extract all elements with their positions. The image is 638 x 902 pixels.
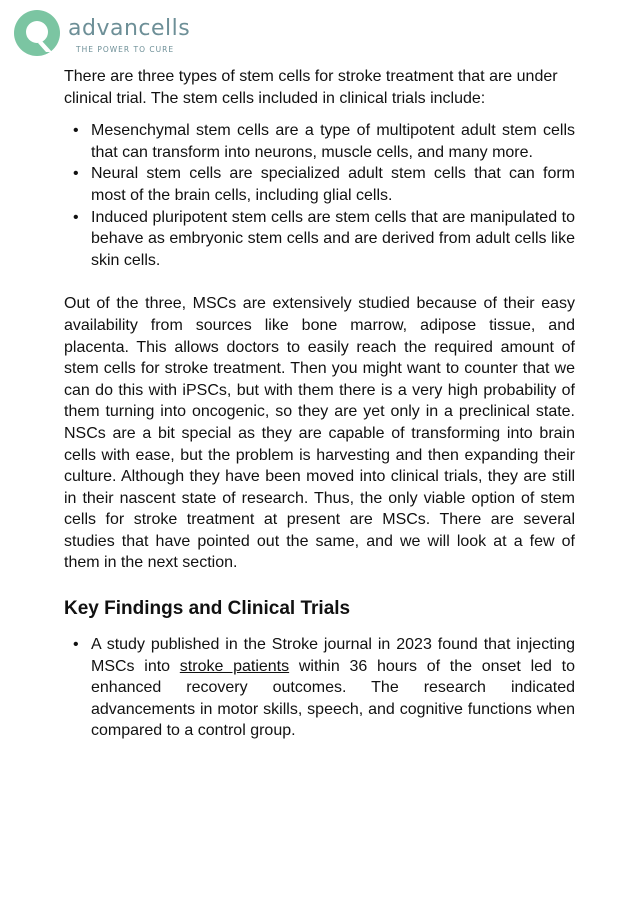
brand-name: advancells — [68, 16, 191, 41]
list-item — [64, 207, 575, 272]
section-heading: Key Findings and Clinical Trials — [64, 598, 351, 620]
stroke-patients-link[interactable]: stroke patients — [179, 657, 290, 675]
finding-text-start: A study published in the Stroke journal in 2023 found that injecting MSCs into — [91, 636, 575, 675]
bullet-icon: • — [73, 165, 79, 183]
article-body — [64, 66, 575, 742]
bullet-icon: • — [73, 122, 79, 140]
list-item — [64, 120, 575, 163]
list-item — [64, 163, 575, 206]
brand-tagline: THE POWER TO CURE — [76, 45, 175, 54]
list-item-text: Induced pluripotent stem cells are stem cells that are manipulated to behave as embryonic stem cells and are derived from adult cells like skin cells. — [91, 208, 575, 269]
bullet-icon: • — [73, 636, 79, 654]
bullet-icon: • — [73, 208, 79, 226]
findings-list — [64, 634, 575, 742]
list-item — [64, 634, 575, 742]
advancells-logo-icon — [12, 8, 64, 60]
list-item-text: Neural stem cells are specialized adult stem cells that can form most of the brain cells, including glial cells. — [91, 165, 575, 204]
brand-logo — [12, 8, 212, 60]
stem-cell-types-list — [64, 120, 575, 271]
comparison-paragraph: Out of the three, MSCs are extensively studied because of their easy availability from sources like bone marrow, adipose tissue, and placenta. This allows doctors to easily reach the required amount of stem cells for stroke treatment. Then you might want to counter that we can do this with iPSCs, but with them there is a very high probability of them turning into oncogenic, so they are yet only in a preclinical state. NSCs are a bit special as they are capable of transforming into brain cells with ease, but the problem is harvesting and then expanding their culture. Although they have been moved into clinical trials, they are still in their nascent state of research. Thus, the only viable option of stem cells for stroke treatment at present are MSCs. There are several studies that have pointed out the same, and we will look at a few of them in the next section. — [64, 295, 575, 572]
intro-paragraph: There are three types of stem cells for stroke treatment that are under clinical trial. The stem cells included in clinical trials include: — [64, 68, 558, 107]
list-item-text: Mesenchymal stem cells are a type of multipotent adult stem cells that can transform into neurons, muscle cells, and many more. — [91, 122, 575, 161]
finding-text-end: within 36 hours of the onset led to enhanced recovery outcomes. The research indicated advancements in motor skills, speech, and cognitive functions when compared to a control group. — [91, 657, 575, 740]
